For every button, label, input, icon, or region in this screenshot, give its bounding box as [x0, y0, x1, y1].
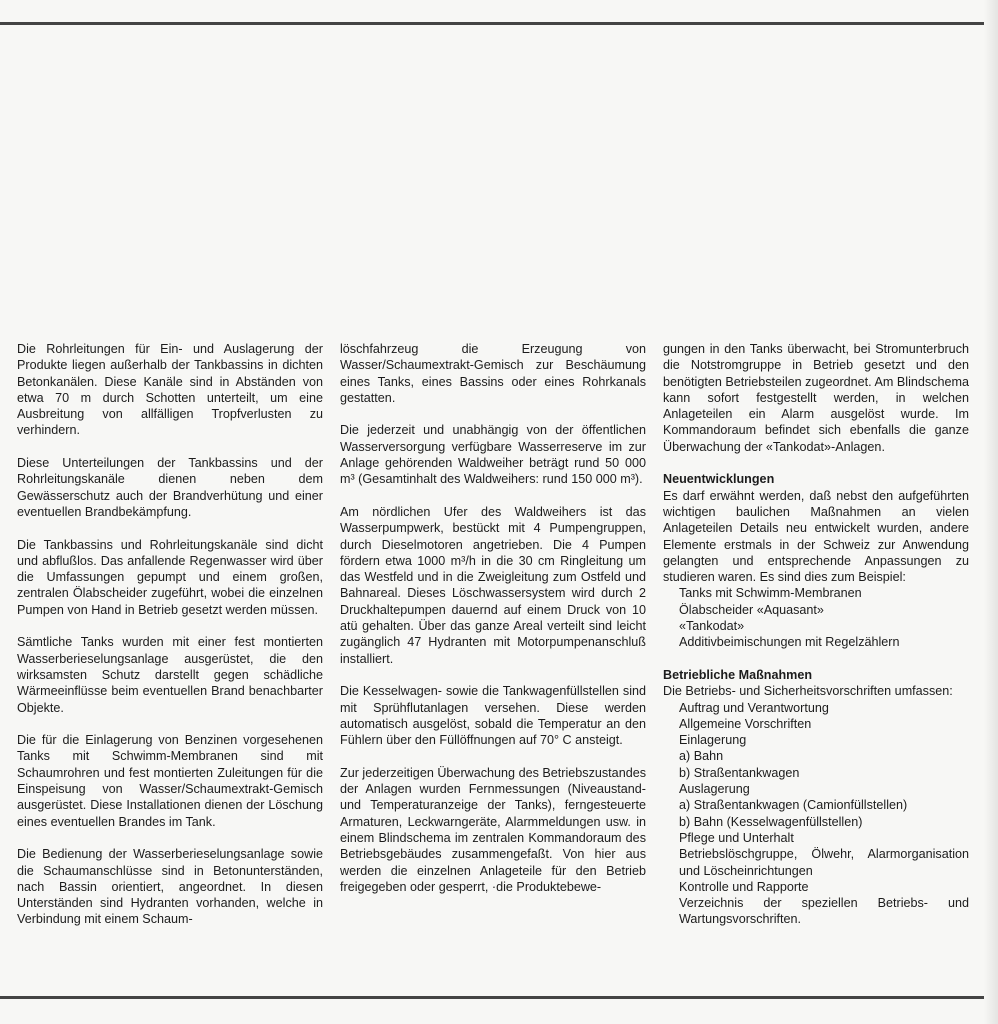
list-item: «Tankodat» — [679, 619, 745, 634]
text-column-3 — [663, 341, 969, 928]
text-column-1 — [17, 341, 323, 928]
paragraph: Die Tankbassins und Rohrleitungskanäle sind dicht und abflußlos. Das anfallende Regenwasser wird über die Umfassungen gepumpt und einem großen, zentralen Ölabscheider zugeführt, wobei die einzelnen Pumpen von Hand in Betrieb gesetzt werden müssen. — [17, 537, 323, 617]
paragraph: Es darf erwähnt werden, daß nebst den aufgeführten wichtigen baulichen Maßnahmen an vielen Anlageteilen Details neu entwickelt wurden, andere Elemente erstmals in der Schweiz zur Anwendung gelangten und entsprechende Anpassungen zu studieren waren. Es sind dies zum Beispiel: — [663, 488, 969, 585]
list-item: Betriebslöschgruppe, Ölwehr, Alarmorganisation und Löscheinrichtungen — [679, 847, 969, 878]
text-column-2 — [340, 341, 646, 895]
paragraph: Die Bedienung der Wasserberieselungsanlage sowie die Schaumanschlüsse sind in Betonunterständen, nach Bassin orientiert, angeordnet. In diesen Unterständen sind Hydranten vorhanden, welche in Verbindung mit einem Schaum- — [17, 847, 323, 927]
list-item: b) Straßentankwagen — [679, 765, 800, 780]
paragraph: Am nördlichen Ufer des Waldweihers ist das Wasserpumpwerk, bestückt mit 4 Pumpengruppen, durch Dieselmotoren angetrieben. Die 4 Pumpen fördern etwa 1000 m³/h in die 30 cm Ringleitung um das Westfeld und in die Zweigleitung zum Ostfeld und Bahnareal. Dieses Löschwassersystem wird durch 2 Druckhaltepumpen dauernd auf einem Druck von 10 atü gehalten. Über das ganze Areal verteilt sind leicht zugänglich 47 Hydranten mit Motorpumpenanschluß installiert. — [340, 504, 646, 666]
bottom-rule — [0, 996, 988, 999]
paragraph: löschfahrzeug die Erzeugung von Wasser/Schaumextrakt-Gemisch zur Beschäumung eines Tanks, eines Bassins oder eines Rohrkanals gestatten. — [340, 342, 646, 405]
section-heading-betriebliche-massnahmen: Betriebliche Maßnahmen — [663, 667, 813, 682]
list-item: Pflege und Unterhalt — [679, 830, 794, 845]
paragraph: Die Rohrleitungen für Ein- und Auslagerung der Produkte liegen außerhalb der Tankbassins in dichten Betonkanälen. Diese Kanäle sind in Abständen von etwa 70 m durch Schotten unterteilt, um eine Ausbreitung von allfälligen Tropfverlusten zu verhindern. — [17, 342, 323, 438]
new-developments-list — [663, 585, 969, 650]
list-item: Ölabscheider «Aquasant» — [679, 602, 824, 617]
list-item: a) Bahn — [679, 749, 724, 764]
paragraph: Sämtliche Tanks wurden mit einer fest montierten Wasserberieselungsanlage ausgerüstet, die den wirksamsten Schutz darstellt gegen schädliche Wärmeeinflüsse beim eventuellen Brand benachbarter Objekte. — [17, 635, 323, 715]
paragraph: gungen in den Tanks überwacht, bei Stromunterbruch die Notstromgruppe in Betrieb gesetzt und den benötigten Betriebsteilen zugeordnet. Am Blindschema kann sofort festgestellt werden, in welchen Anlageteilen ein Alarm ausgelöst wurde. Im Kommandoraum befindet sich ebenfalls die ganze Überwachung der «Tankodat»-Anlagen. — [663, 342, 969, 454]
list-item: a) Straßentankwagen (Camionfüllstellen) — [679, 798, 908, 813]
paragraph: Die jederzeit und unabhängig von der öffentlichen Wasserversorgung verfügbare Wasserreserve im zur Anlage gehörenden Waldweiher beträgt rund 50 000 m³ (Gesamtinhalt des Waldweihers: rund 150 000 m³). — [340, 423, 646, 487]
list-item: Einlagerung — [679, 733, 747, 748]
list-item: Kontrolle und Rapporte — [679, 879, 809, 894]
list-item: Allgemeine Vorschriften — [679, 716, 812, 731]
list-item: Auftrag und Verantwortung — [679, 700, 829, 715]
list-item: Additivbeimischungen mit Regelzählern — [679, 635, 900, 650]
regulations-list — [663, 700, 969, 928]
section-heading-neuentwicklungen: Neuentwicklungen — [663, 472, 775, 487]
page-edge-shadow — [984, 0, 998, 1024]
top-rule — [0, 22, 988, 25]
list-item: b) Bahn (Kesselwagenfüllstellen) — [679, 814, 863, 829]
paragraph: Zur jederzeitigen Überwachung des Betriebszustandes der Anlagen wurden Fernmessungen (Niveaustand- und Temperaturanzeige der Tanks), ferngesteuerte Armaturen, Leckwarngeräte, Alarmmeldungen usw. in einem Blindschema im zentralen Kommandoraum des Betriebsgebäudes zusammengefaßt. Von hier aus werden die einzelnen Anlageteile für den Betrieb freigegeben oder gesperrt, ·die Produktebewe- — [340, 765, 646, 894]
paragraph: Die für die Einlagerung von Benzinen vorgesehenen Tanks mit Schwimm-Membranen sind mit Schaumrohren und fest montierten Zuleitungen für die Einspeisung von Wasser/Schaumextrakt-Gemisch ausgerüstet. Diese Installationen dienen der Löschung eines eventuellen Brandes im Tank. — [17, 733, 323, 829]
paragraph: Diese Unterteilungen der Tankbassins und der Rohrleitungskanäle dienen neben dem Gewässerschutz auch der Brandverhütung und einer eventuellen Brandbekämpfung. — [17, 456, 323, 519]
list-item: Verzeichnis der speziellen Betriebs- und Wartungsvorschriften. — [679, 896, 969, 927]
paragraph: Die Betriebs- und Sicherheitsvorschriften umfassen: — [663, 684, 953, 699]
paragraph: Die Kesselwagen- sowie die Tankwagenfüllstellen sind mit Sprühflutanlagen versehen. Diese werden automatisch ausgelöst, sobald die Temperatur an den Fühlern über den Füllöffnungen auf 70° C ansteigt. — [340, 684, 646, 748]
list-item: Auslagerung — [679, 782, 750, 797]
list-item: Tanks mit Schwimm-Membranen — [679, 586, 862, 601]
